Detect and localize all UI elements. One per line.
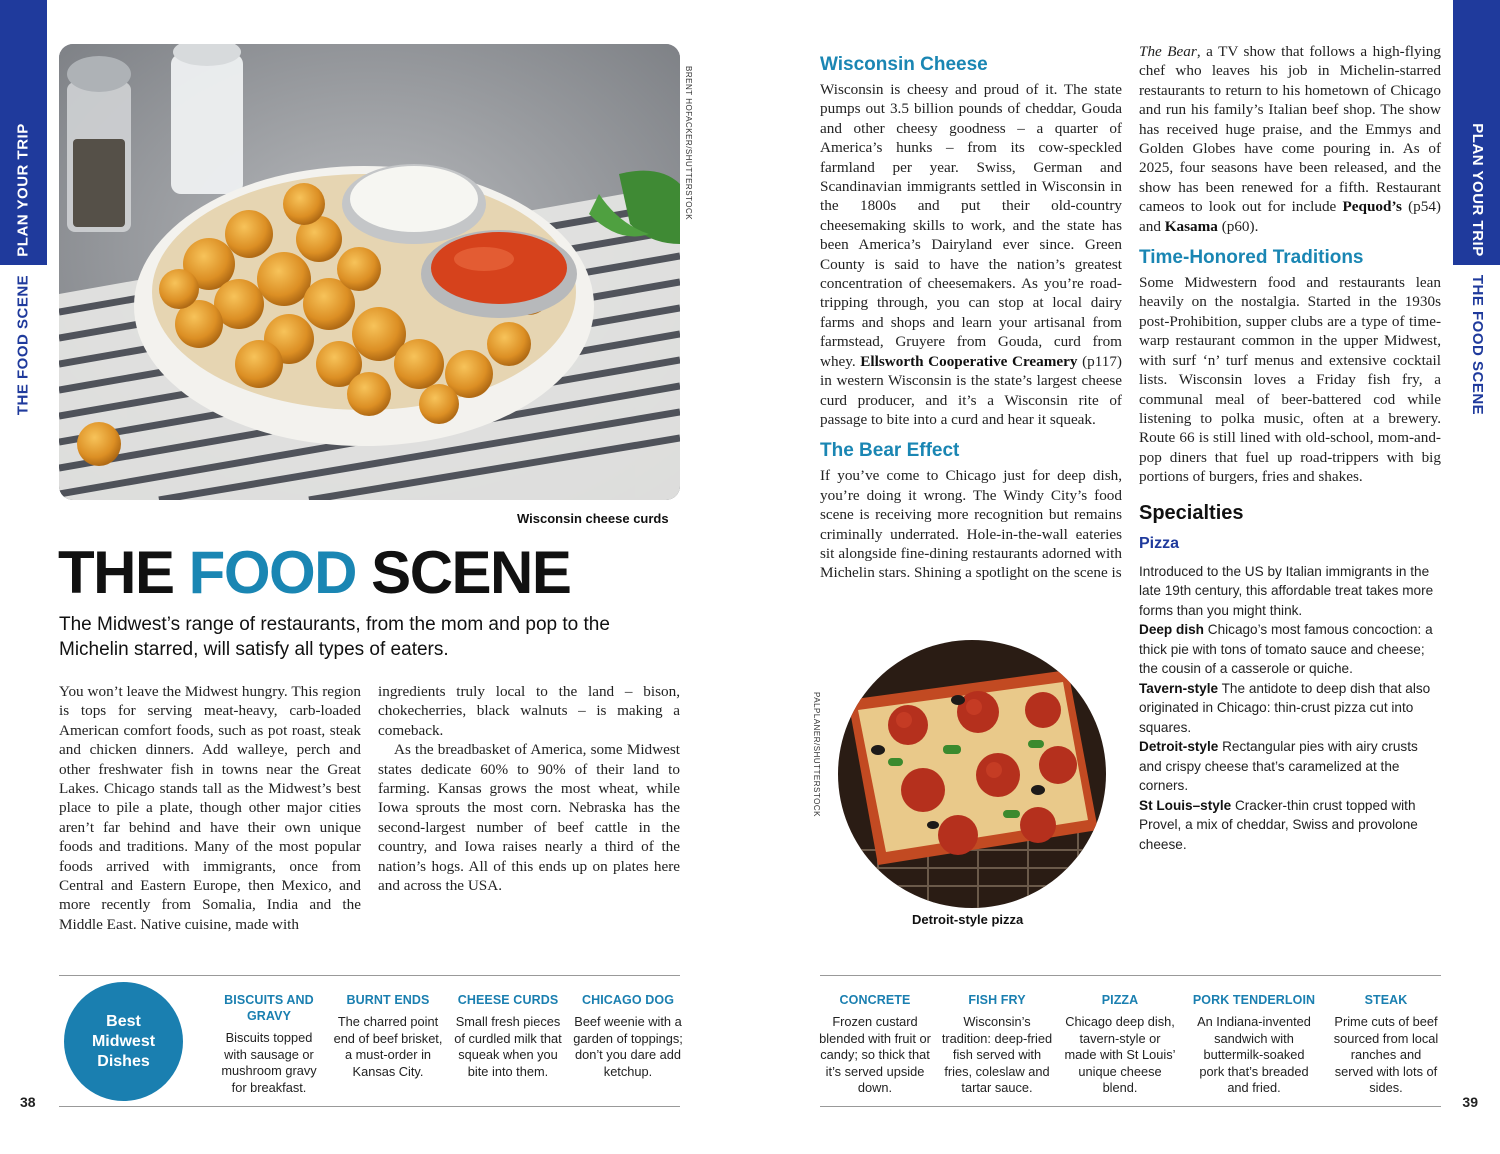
pequods-name: Pequod’s [1342,198,1402,216]
heading-time-honored-traditions: Time-Honored Traditions [1139,247,1364,269]
page-number-right: 39 [1462,1094,1478,1110]
dish-item: CHEESE CURDS Small fresh pieces of curdled milk that squeak when you bite into them. [454,993,562,1079]
article-column-4 [1139,42,1441,854]
photo-credit: BRENT HOFACKER/SHUTTERSTOCK [684,66,693,221]
dish-item: CONCRETE Frozen custard blended with fruit or candy; so thick that it’s served upside down. [819,993,931,1095]
intro-paragraph-1-continued: ingredients truly local to the land – bison, chokecherries, black walnuts – is making a comeback. [378,683,680,739]
heading-bear-effect: The Bear Effect [820,440,960,462]
specialty-item: Tavern-style The antidote to deep dish that also originated in Chicago: thin-crust pizza cut into squares. [1139,680,1431,735]
photo-caption: Wisconsin cheese curds [517,511,669,526]
intro-column-1 [59,682,361,934]
photo-credit-pizza: PALPLANER/SHUTTERSTOCK [812,692,821,817]
the-bear-title: The Bear [1139,43,1197,60]
bear-paragraph-continued: The Bear, a TV show that follows a high-flying chef who leaves his job in Michelin-starred restaurants to return to his hometown of Chicago and run his family’s Italian beef shop. The show has received huge praise, and the Emmys and Golden Globes have come pouring in. As of 2025, four seasons have been released, and the show has been renewed for a fifth. Restaurant cameos to look out for include Pequod’s (p54) and Kasama (p60). [1139,43,1441,235]
section-label-food-scene-right: THE FOOD SCENE [1468,274,1486,416]
wisconsin-paragraph: Wisconsin is cheesy and proud of it. The state pumps out 3.5 billion pounds of cheddar, Gouda and other cheesy goodness – a quarter of America’s hunks – from its cow-speckled farmland per year. Swiss, German and Scandinavian immigrants settled in Wisconsin in the 1800s and put their old-country cheesemaking skills to work, and the state has been America’s Dairyland ever since. Green County is said to have the nation’s greatest concentration of cheesemakers. As you’re road-tripping through, you can stop at local dairy farms and shops and learn your artisanal from farmstead, Gruyere from Gouda, curd from whey. Ellsworth Cooperative Creamery (p117) in western Wisconsin is the state’s largest cheese curd producer, and it’s a Wisconsin rite of passage to bite into a curd and hear it squeak. [820,81,1122,428]
dish-item: FISH FRY Wisconsin’s tradition: deep-fried fish served with fries, coleslaw and tartar sauce. [941,993,1053,1095]
photo-caption-pizza: Detroit-style pizza [912,912,1024,927]
specialties-list [1139,562,1441,855]
heading-wisconsin-cheese: Wisconsin Cheese [820,54,988,75]
dish-item: BURNT ENDS The charred point end of beef brisket, a must-order in Kansas City. [333,993,443,1079]
dish-item: STEAK Prime cuts of beef sourced from local ranches and served with lots of sides. [1333,993,1439,1095]
detroit-pizza-photo [838,640,1106,908]
heading-specialties: Specialties [1139,501,1244,524]
best-dishes-badge: Best Midwest Dishes [64,982,183,1101]
bear-paragraph: If you’ve come to Chicago just for deep dish, you’re doing it wrong. The Windy City’s food scene is receiving more recognition but remains criminally underrated. Hole-in-the-wall eateries sit alongside fine-dining restaurants adorned with Michelin stars. Shining a spotlight on the scene is [820,467,1122,582]
page-subtitle: The Midwest’s range of restaurants, from the mom and pop to the Michelin starred, will satisfy all types of eaters. [59,614,610,660]
section-label-plan-your-trip-right: PLAN YOUR TRIP [1468,123,1486,257]
traditions-paragraph: Some Midwestern food and restaurants lean heavily on the nostalgia. Started in the 1930s post-Prohibition, supper clubs are a type of time-warp restaurant common in the upper Midwest, with surf ‘n’ turf menus and extensive cocktail lists. Wisconsin loves a Friday fish fry, a communal meal of beer-battered cod while listening to polka music, often at a brewery. Route 66 is still lined with old-school, mom-and-pop diners that fuel up road-trippers with big portions of burgers, fries and shakes. [1139,274,1441,486]
section-label-plan-your-trip: PLAN YOUR TRIP [14,123,32,257]
dish-item: CHICAGO DOG Beef weenie with a garden of toppings; don’t you dare add ketchup. [573,993,683,1079]
intro-column-2 [378,682,680,895]
page-number-left: 38 [20,1094,36,1110]
specialty-item: Detroit-style Rectangular pies with airy crusts and crispy cheese that’s caramelized at the corners. [1139,739,1418,794]
dish-item: PORK TENDERLOIN An Indiana-invented sandwich with buttermilk-soaked pork that’s breaded and fried. [1192,993,1316,1095]
article-column-3 [820,53,1122,582]
page-title: THE FOOD SCENE [58,539,571,606]
dish-item: PIZZA Chicago deep dish, tavern-style or made with St Louis’ unique cheese blend. [1064,993,1176,1095]
dish-item: BISCUITS AND GRAVY Biscuits topped with sausage or mushroom gravy for breakfast. [221,993,317,1095]
kasama-name: Kasama [1164,217,1218,235]
cheese-curds-photo [59,44,680,500]
intro-paragraph-1: You won’t leave the Midwest hungry. This region is tops for serving meat-heavy, carb-loaded American comfort foods, such as pot roast, steak and chicken dinners. Add walleye, perch and other freshwater fish in towns near the Great Lakes. Chicago stands tall as the Midwest’s best place to pile a plate, though other major cities aren’t far behind and have their own unique foods and traditions. Many of the most popular foods arrived with immigrants, once from Central and Eastern Europe, then Mexico, and more recently from Somalia, India and the Middle East. Native cuisine, made with [59,683,361,933]
pizza-intro: Introduced to the US by Italian immigrants in the late 19th century, this affordable treat takes more forms than you might think. [1139,563,1434,618]
ellsworth-creamery-name: Ellsworth Cooperative Creamery [860,352,1078,370]
specialty-item: St Louis–style Cracker-thin crust topped with Provel, a mix of cheddar, Swiss and provolone cheese. [1139,797,1418,852]
intro-paragraph-2: As the breadbasket of America, some Midwest states dedicate 60% to 90% of their land to farming. Kansas grows the most wheat, while Iowa sprouts the most corn. Nebraska has the second-largest number of beef cattle in the country, and Iowa raises nearly a third of the nation’s hogs. All of this ends up on plates here and across the USA. [378,741,680,895]
section-label-food-scene: THE FOOD SCENE [14,274,32,416]
specialty-item: Deep dish Chicago’s most famous concoction: a thick pie with tons of tomato sauce and cheese; the cousin of a casserole or quiche. [1139,622,1433,677]
heading-pizza: Pizza [1139,534,1180,552]
